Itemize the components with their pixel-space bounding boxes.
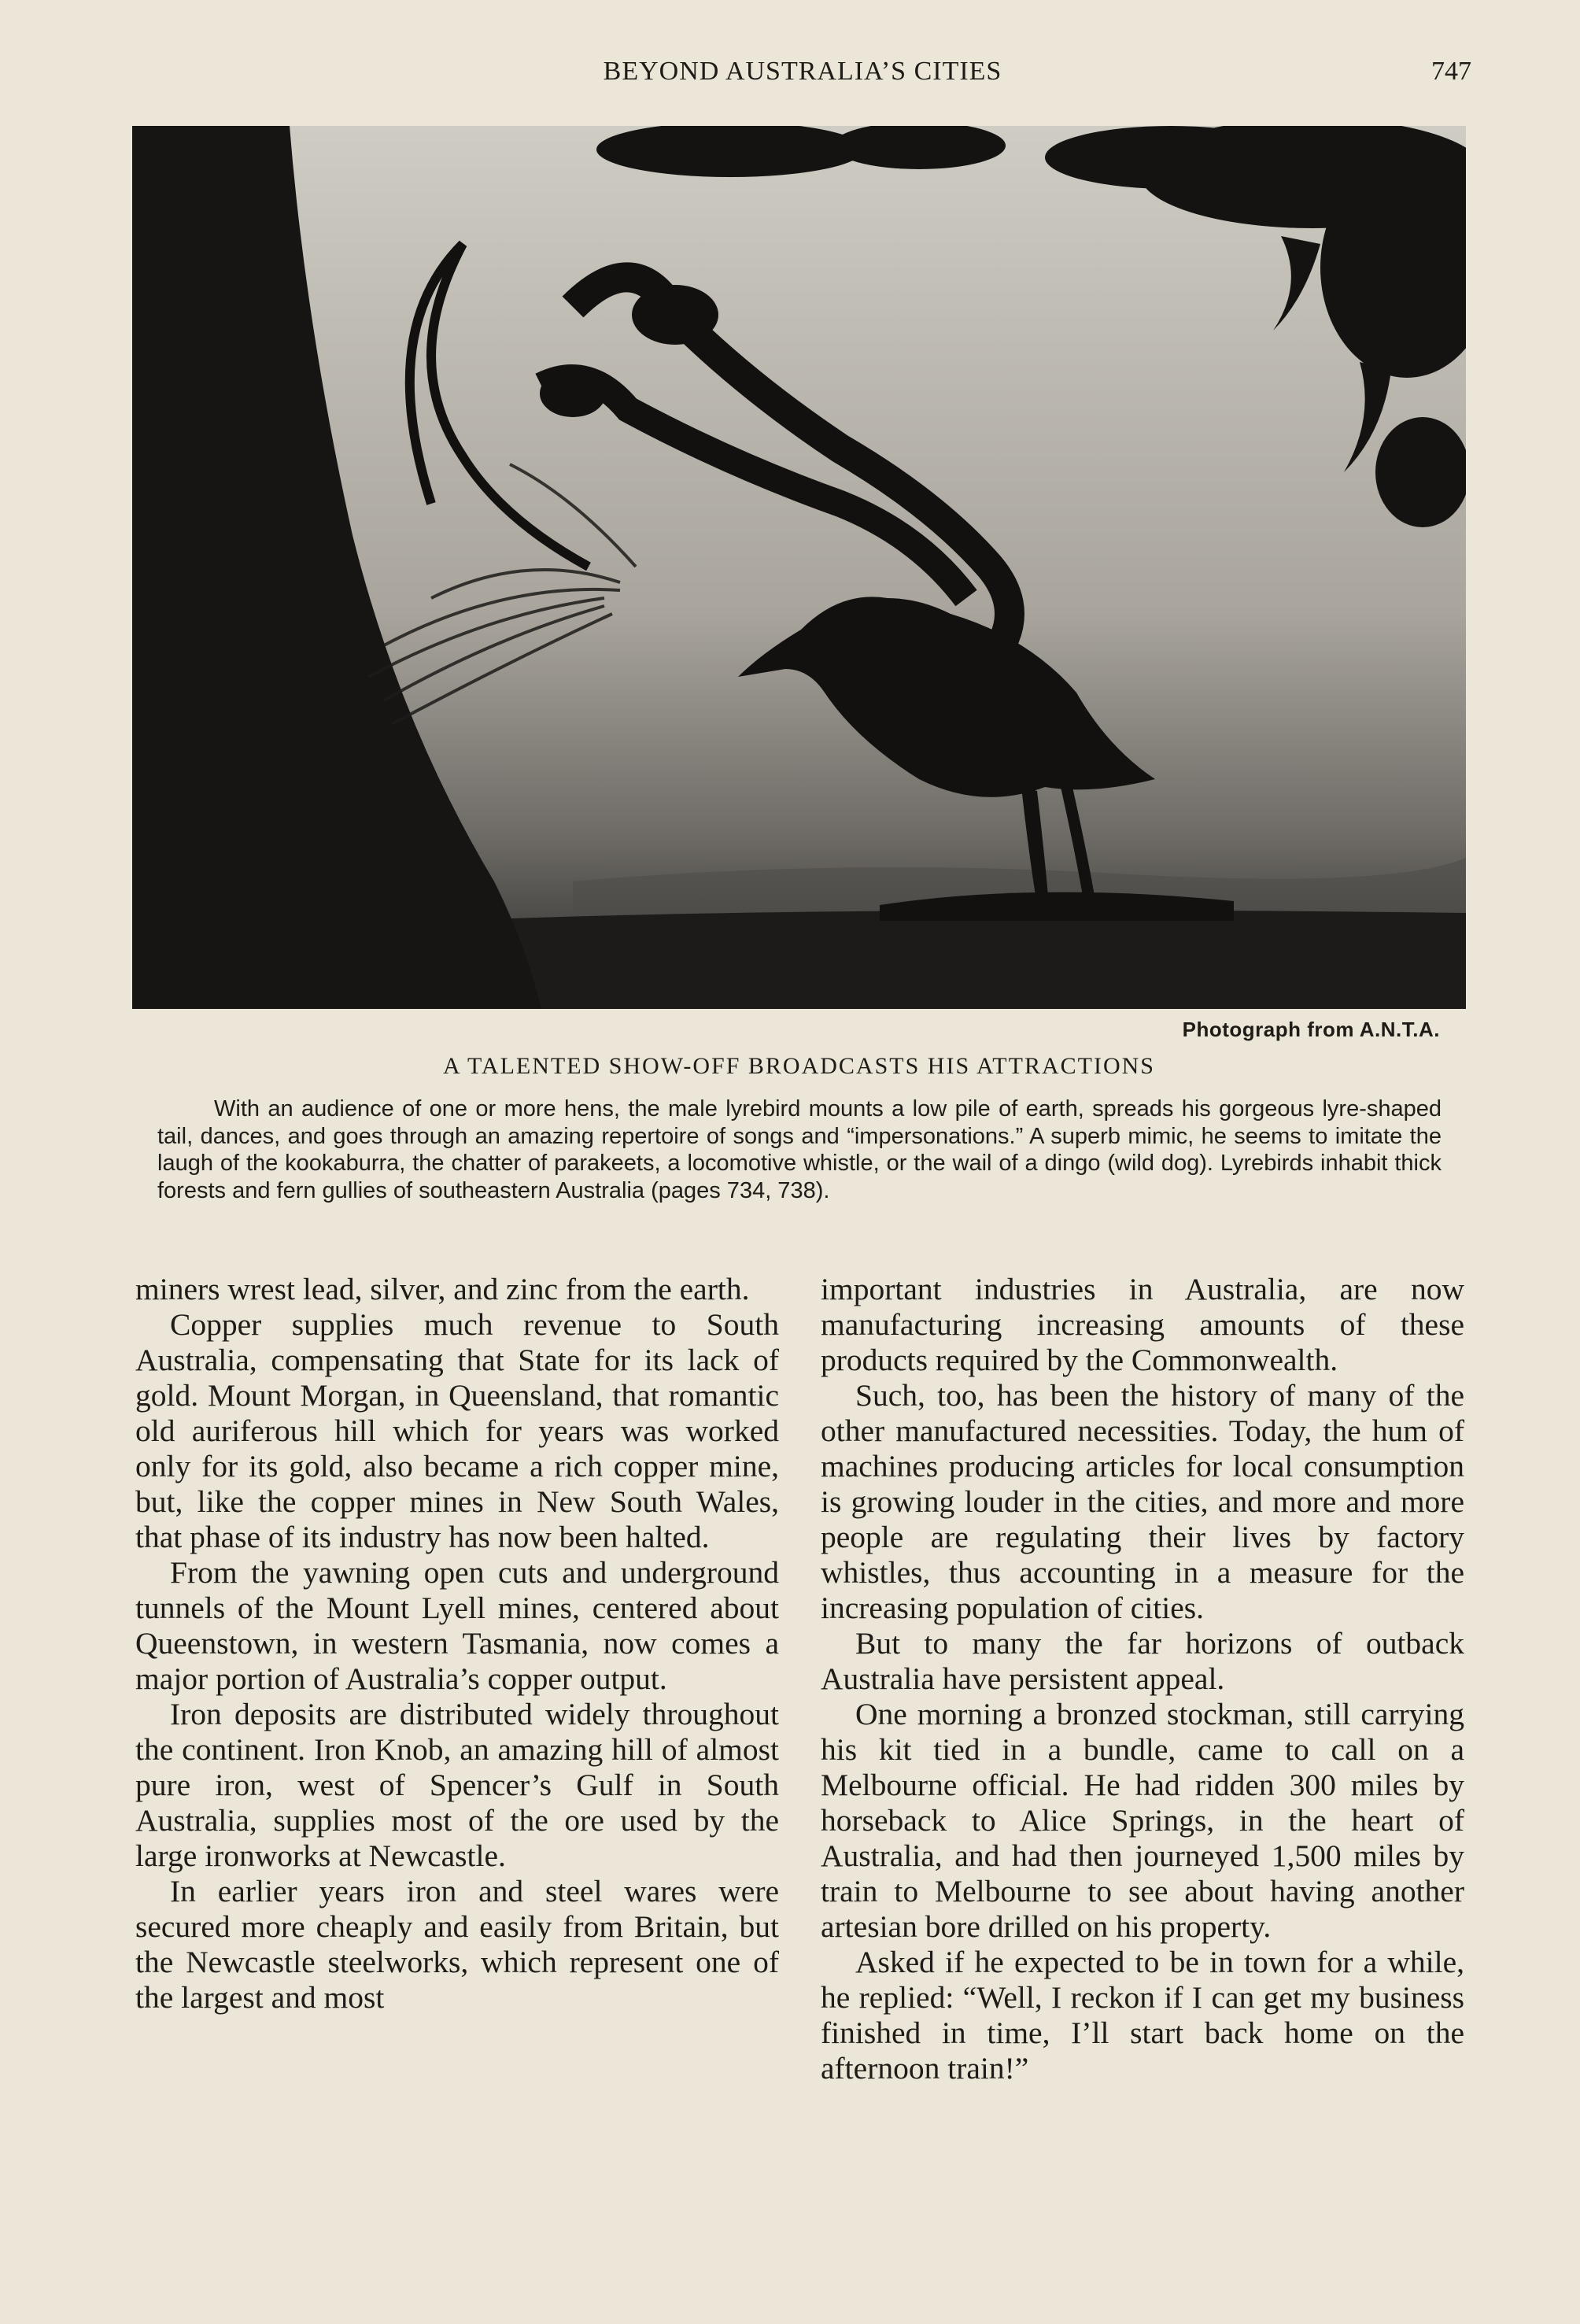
body-column-right xyxy=(821,1272,1464,2086)
photo-credit: Photograph from A.N.T.A. xyxy=(1182,1018,1440,1041)
paragraph: Asked if he expected to be in town for a while, he replied: “Well, I reckon if I can get my business finished in time, I’ll start back home on the afternoon train!” xyxy=(821,1945,1464,2086)
paragraph: important industries in Australia, are now manufacturing increasing amounts of these products required by the Commonwealth. xyxy=(821,1272,1464,1377)
running-head xyxy=(134,57,1471,96)
paragraph: miners wrest lead, silver, and zinc from the earth. xyxy=(135,1272,750,1306)
paragraph: In earlier years iron and steel wares were secured more cheaply and easily from Britain, but the Newcastle steelworks, which represent one of the largest and most xyxy=(135,1874,779,2015)
paragraph: Copper supplies much revenue to South Australia, compensating that State for its lack of gold. Mount Morgan, in Queensland, that romantic old auriferous hill which for years was worked only for its gold, also became a rich copper mine, but, like the copper mines in New South Wales, that phase of its industry has now been halted. xyxy=(135,1307,779,1554)
running-title: BEYOND AUSTRALIA’S CITIES xyxy=(603,57,1002,86)
caption-text xyxy=(157,1095,1442,1204)
caption-paragraph: With an audience of one or more hens, the male lyrebird mounts a low pile of earth, spreads his gorgeous lyre-shaped tail, dances, and goes through an amazing repertoire of songs and “impersonations.” A superb mimic, he seems to imitate the laugh of the kookaburra, the chatter of parakeets, a locomotive whistle, or the wail of a dingo (wild dog). Lyrebirds inhabit thick forests and fern gullies of southeastern Australia (pages 734, 738). xyxy=(157,1096,1442,1203)
paragraph: Such, too, has been the history of many of the other manufactured necessities. Today, the hum of machines producing articles for local consumption is growing louder in the cities, and more and more people are regulating their lives by factory whistles, thus accounting in a measure for the increasing population of cities. xyxy=(821,1378,1464,1625)
paragraph: One morning a bronzed stockman, still carrying his kit tied in a bundle, came to call on a Melbourne official. He had ridden 300 miles by horseback to Alice Springs, in the heart of Australia, and had then journeyed 1,500 miles by train to Melbourne to see about having another artesian bore drilled on his property. xyxy=(821,1697,1464,1944)
paragraph: But to many the far horizons of outback Australia have persistent appeal. xyxy=(821,1626,1464,1696)
caption-title: A TALENTED SHOW-OFF BROADCASTS HIS ATTRACTIONS xyxy=(443,1053,1155,1079)
paragraph: Iron deposits are distributed widely throughout the continent. Iron Knob, an amazing hill of almost pure iron, west of Spencer’s Gulf in South Australia, supplies most of the ore used by the large ironworks at Newcastle. xyxy=(135,1697,779,1873)
lyrebird-photograph xyxy=(132,126,1466,1009)
page-number: 747 xyxy=(1431,57,1471,86)
body-column-left xyxy=(135,1272,779,2015)
paragraph: From the yawning open cuts and underground tunnels of the Mount Lyell mines, centered about Queenstown, in western Tasmania, now comes a major portion of Australia’s copper output. xyxy=(135,1555,779,1696)
lyrebird-silhouette-illustration xyxy=(132,126,1466,1009)
